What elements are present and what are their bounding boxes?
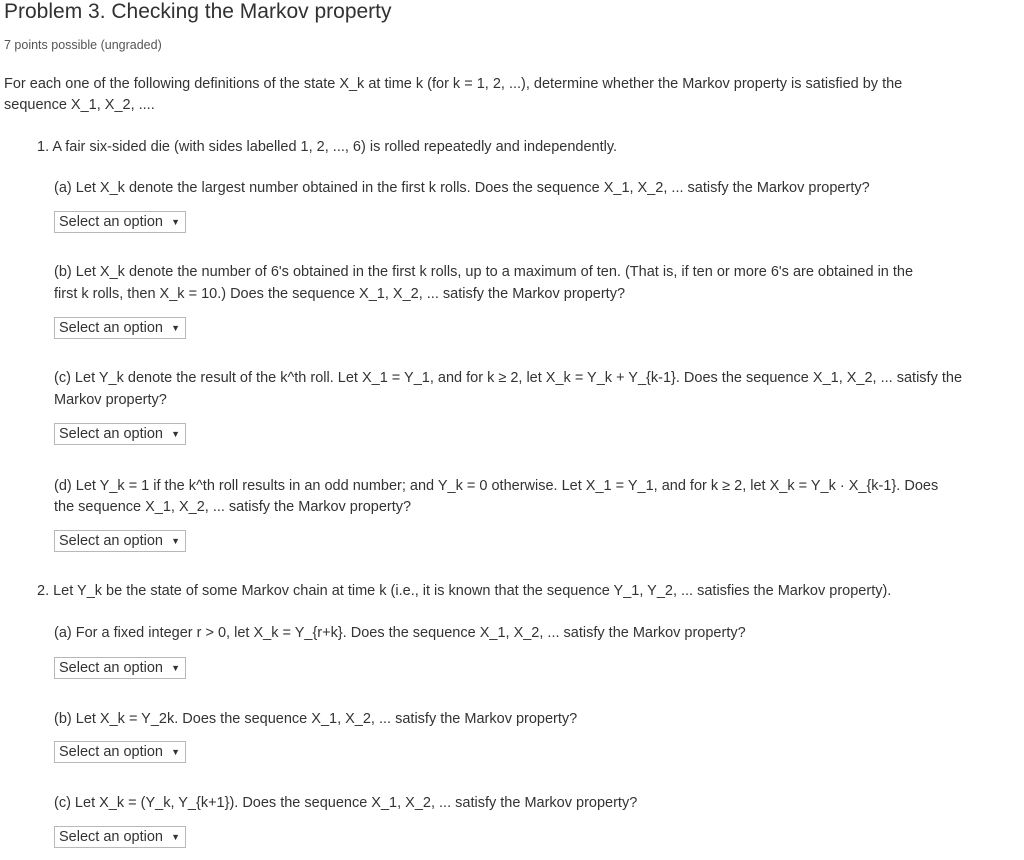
q1d-select-label: Select an option <box>59 533 163 549</box>
q1d-text-2: the sequence X_1, X_2, ... satisfy the Markov property? <box>54 499 412 515</box>
q1b-text-2: first k rolls, then X_k = 10.) Does the sequence X_1, X_2, ... satisfy the Markov property? <box>54 286 626 302</box>
q2-text: 2. Let Y_k be the state of some Markov chain at time k (i.e., it is known that the sequence Y_1, Y_2, ... satisfies the Markov property). <box>37 583 892 599</box>
q1b-text-1: (b) Let X_k denote the number of 6's obtained in the first k rolls, up to a maximum of ten. (That is, if ten or more 6's are obtained in the <box>54 264 914 280</box>
q2c-select-label: Select an option <box>59 829 163 845</box>
q1c-select-label: Select an option <box>59 426 163 442</box>
q2a-select[interactable] <box>54 657 186 679</box>
chevron-down-icon: ▼ <box>171 217 180 227</box>
chevron-down-icon: ▼ <box>171 663 180 673</box>
q2b-select-label: Select an option <box>59 744 163 760</box>
q1c-text-1: (c) Let Y_k denote the result of the k^th roll. Let X_1 = Y_1, and for k ≥ 2, let X_k = Y_k + Y_{k-1}. Does the sequence X_1, X_2, ... satisfy the <box>54 370 963 386</box>
q2c-select[interactable] <box>54 826 186 848</box>
intro-line-2: sequence X_1, X_2, .... <box>4 97 155 113</box>
chevron-down-icon: ▼ <box>171 429 180 439</box>
page-title: Problem 3. Checking the Markov property <box>4 0 392 23</box>
q2a-select-label: Select an option <box>59 660 163 676</box>
chevron-down-icon: ▼ <box>171 747 180 757</box>
q2c-text: (c) Let X_k = (Y_k, Y_{k+1}). Does the sequence X_1, X_2, ... satisfy the Markov property? <box>54 795 638 811</box>
q2a-text: (a) For a fixed integer r > 0, let X_k = Y_{r+k}. Does the sequence X_1, X_2, ... satisfy the Markov property? <box>54 625 746 641</box>
chevron-down-icon: ▼ <box>171 536 180 546</box>
q2b-select[interactable] <box>54 741 186 763</box>
q1d-text-1: (d) Let Y_k = 1 if the k^th roll results in an odd number; and Y_k = 0 otherwise. Let X_1 = Y_1, and for k ≥ 2, let X_k = Y_k · X_{k-1}. Does <box>54 478 939 494</box>
q1d-select[interactable] <box>54 530 186 552</box>
q1b-select[interactable] <box>54 317 186 339</box>
q1a-text: (a) Let X_k denote the largest number obtained in the first k rolls. Does the sequence X_1, X_2, ... satisfy the Markov property? <box>54 180 870 196</box>
q1c-select[interactable] <box>54 423 186 445</box>
q2b-text: (b) Let X_k = Y_2k. Does the sequence X_1, X_2, ... satisfy the Markov property? <box>54 711 578 727</box>
q1a-select[interactable] <box>54 211 186 233</box>
intro-line-1: For each one of the following definitions of the state X_k at time k (for k = 1, 2, ...), determine whether the Markov property is satisfied by the <box>4 76 903 92</box>
chevron-down-icon: ▼ <box>171 832 180 842</box>
chevron-down-icon: ▼ <box>171 323 180 333</box>
q1a-select-label: Select an option <box>59 214 163 230</box>
q1c-text-2: Markov property? <box>54 392 167 408</box>
q1-text: 1. A fair six-sided die (with sides labelled 1, 2, ..., 6) is rolled repeatedly and independently. <box>37 139 618 155</box>
q1b-select-label: Select an option <box>59 320 163 336</box>
points-info: 7 points possible (ungraded) <box>4 38 162 52</box>
